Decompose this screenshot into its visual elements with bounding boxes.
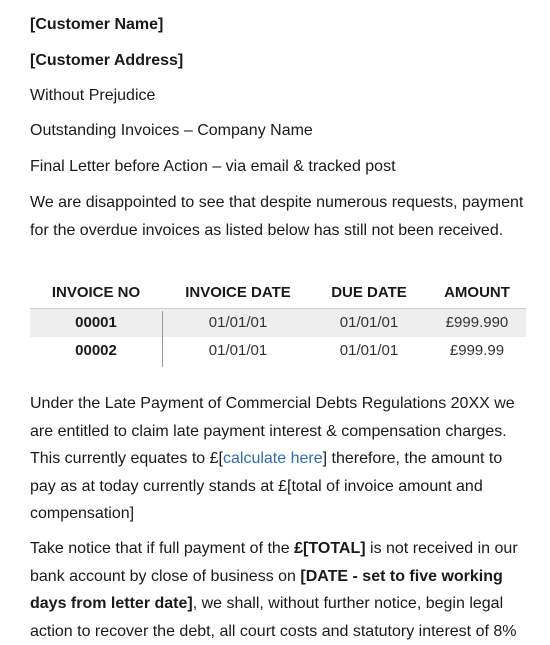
notice-total: £[TOTAL] [294, 540, 366, 557]
amount-cell: £999.990 [445, 314, 509, 331]
final-letter-line: Final Letter before Action – via email & tracked post [30, 158, 396, 175]
amount-cell: £999.99 [449, 342, 505, 359]
due-date-cell: 01/01/01 [339, 314, 399, 331]
invoice-date-cell: 01/01/01 [208, 342, 268, 359]
notice-text-1: Take notice that if full payment of the [30, 540, 295, 557]
outstanding-invoices-line: Outstanding Invoices – Company Name [30, 122, 313, 139]
table-row [30, 337, 526, 365]
invoice-date-cell: 01/01/01 [208, 314, 268, 331]
without-prejudice-line: Without Prejudice [30, 87, 156, 104]
invoice-table [30, 280, 526, 365]
late-payment-text-2: ] therefore, the amount to pay as at today currently stands at £[total of invoice amount and compensation] [30, 450, 503, 522]
table-header-row [30, 280, 526, 308]
intro-paragraph: We are disappointed to see that despite numerous requests, payment for the overdue invoices as listed below has still not been received. [30, 194, 524, 239]
notice-text-2: is not received in our bank account by close of business on [30, 540, 518, 585]
customer-address: [Customer Address] [30, 52, 184, 69]
header-due-date: DUE DATE [331, 284, 407, 301]
header-invoice-no: INVOICE NO [51, 284, 141, 301]
column-divider [162, 311, 163, 367]
late-payment-paragraph [30, 390, 530, 528]
table-row [30, 308, 526, 337]
invoice-number-cell: 00001 [75, 314, 117, 331]
invoice-number-cell: 00002 [75, 342, 117, 359]
notice-paragraph [30, 535, 530, 645]
header-invoice-date: INVOICE DATE [185, 284, 291, 301]
customer-name: [Customer Name] [30, 16, 164, 33]
notice-date: [DATE - set to five working days from letter date] [30, 567, 503, 612]
header-amount: AMOUNT [444, 284, 510, 301]
due-date-cell: 01/01/01 [339, 342, 399, 359]
calculate-here-link[interactable]: calculate here [222, 450, 323, 467]
late-payment-text-1: Under the Late Payment of Commercial Debts Regulations 20XX we are entitled to claim late payment interest & compensation charges. This currently equates to £[ [30, 395, 515, 467]
notice-text-3: , we shall, without further notice, begin legal action to recover the debt, all court costs and statutory interest of 8% [30, 595, 517, 640]
